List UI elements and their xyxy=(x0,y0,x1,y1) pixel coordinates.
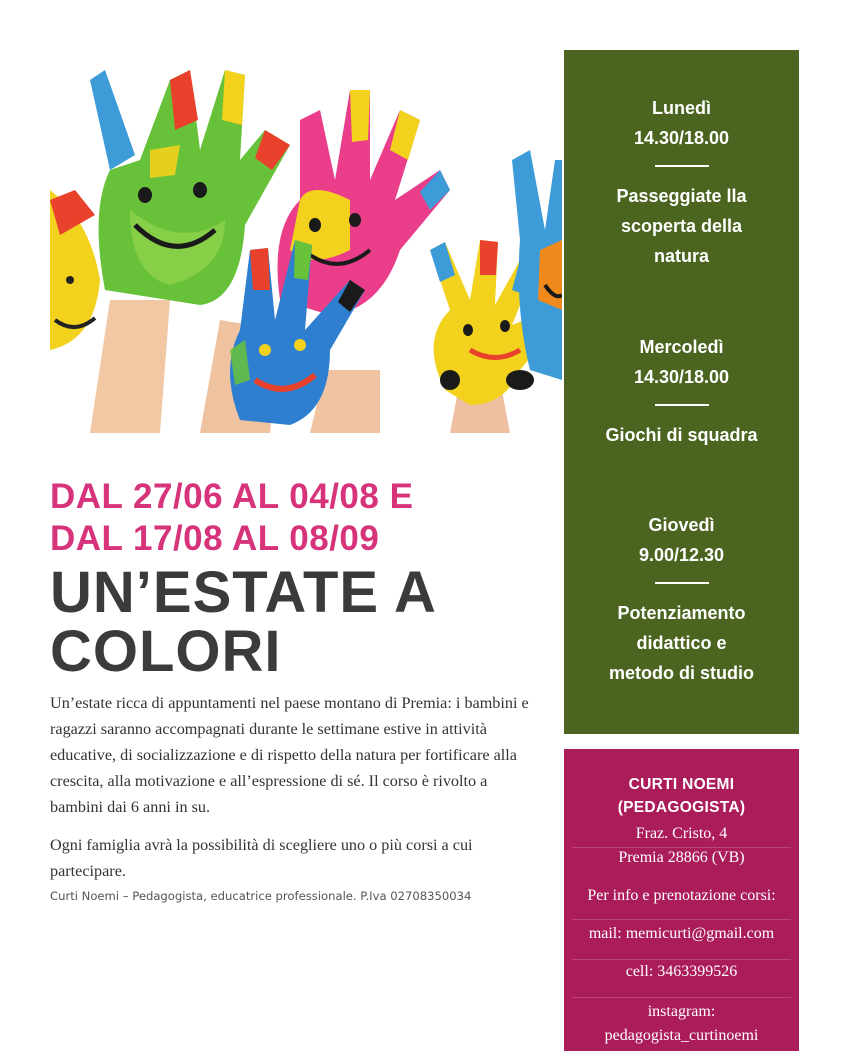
dates-line-1: DAL 27/06 AL 04/08 E xyxy=(50,477,414,516)
title-line-1: UN’ESTATE A xyxy=(50,560,437,625)
description-paragraph-1: Un’estate ricca di appuntamenti nel paese montano di Premia: i bambini e ragazzi saranno accompagnati durante le settimane estive in attività educative, di socializzazione e di rispetto della natura per fortificare alla crescita, alla motivazione e all’espressione di sé. Il corso è rivolto a bambini dai 6 anni in su. xyxy=(50,694,529,816)
email-link[interactable]: mail: memicurti@gmail.com xyxy=(588,925,775,942)
address-line-1: Fraz. Cristo, 4 xyxy=(635,825,728,842)
day-label: Mercoledì xyxy=(639,337,724,357)
contact-name-line-2: (PEDAGOGISTA) xyxy=(617,799,746,816)
activity-line: Potenziamento xyxy=(617,603,746,623)
hero-image xyxy=(50,50,562,433)
activity-line: Passeggiate lla xyxy=(616,186,747,206)
activity-line: scoperta della xyxy=(620,216,743,236)
info-label: Per info e prenotazione corsi: xyxy=(587,887,776,904)
painted-hands-icon xyxy=(50,50,562,433)
schedule-day-monday xyxy=(564,93,799,271)
day-label: Lunedì xyxy=(652,98,711,118)
time-label: 9.00/12.30 xyxy=(638,545,725,565)
row-divider xyxy=(572,997,791,998)
day-label: Giovedì xyxy=(648,515,715,535)
description-paragraph-2: Ogni famiglia avrà la possibilità di scegliere uno o più corsi a cui partecipare. xyxy=(50,836,473,880)
contact-name xyxy=(564,773,799,819)
time-label: 14.30/18.00 xyxy=(633,367,730,387)
phone-link[interactable]: cell: 3463399526 xyxy=(625,963,738,980)
row-divider xyxy=(572,919,791,920)
dates-line-2: DAL 17/08 AL 08/09 xyxy=(50,519,380,558)
description xyxy=(50,690,532,896)
activity-line: metodo di studio xyxy=(609,663,754,683)
schedule-day-wednesday xyxy=(564,332,799,450)
page-title xyxy=(50,560,550,684)
schedule-divider xyxy=(655,165,709,167)
schedule-panel xyxy=(564,50,799,734)
instagram-label: instagram: xyxy=(647,1003,716,1020)
schedule-divider xyxy=(655,404,709,406)
activity-line: Giochi di squadra xyxy=(605,425,758,445)
activity-line: didattico e xyxy=(636,633,727,653)
credits-line: Curti Noemi – Pedagogista, educatrice professionale. P.Iva 02708350034 xyxy=(50,889,472,903)
dates-heading xyxy=(50,476,550,560)
schedule-day-thursday xyxy=(564,510,799,688)
address-line-2: Premia 28866 (VB) xyxy=(618,849,745,866)
title-line-2: COLORI xyxy=(50,619,282,684)
contact-panel xyxy=(564,749,799,1051)
schedule-divider xyxy=(655,582,709,584)
time-label: 14.30/18.00 xyxy=(633,128,730,148)
instagram-link[interactable]: pedagogista_curtinoemi xyxy=(604,1027,759,1044)
activity-line: natura xyxy=(653,246,709,266)
contact-name-line-1: CURTI NOEMI xyxy=(628,776,735,793)
